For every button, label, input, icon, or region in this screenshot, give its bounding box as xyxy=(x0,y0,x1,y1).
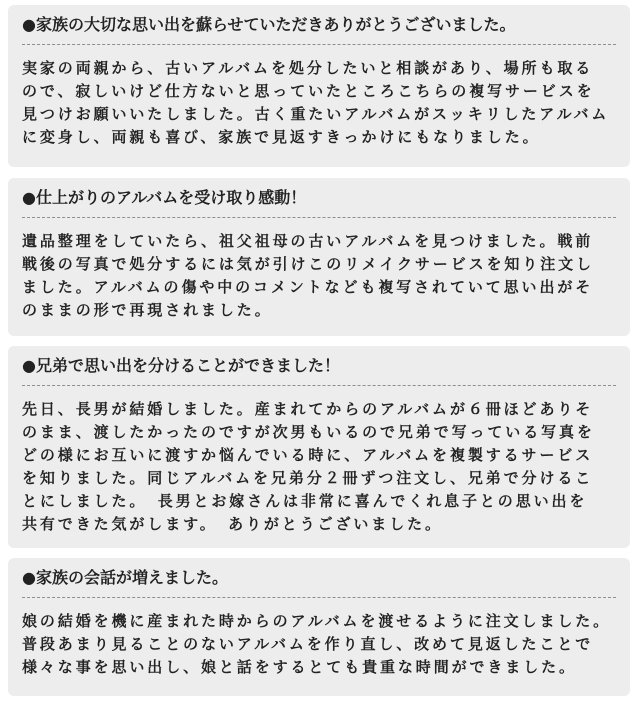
dashed-divider xyxy=(22,597,616,598)
testimonial-title: ●仕上がりのアルバムを受け取り感動！ xyxy=(22,188,307,207)
testimonial-line: のまま、渡したかったのですが次男もいるので兄弟で写っている写真を xyxy=(22,423,595,441)
testimonial-body xyxy=(22,398,618,536)
testimonial-title: ●家族の大切な思い出を蘇らせていただきありがとうございました。 xyxy=(22,15,516,34)
testimonial-line: 実家の両親から、古いアルバムを処分したいと相談があり、場所も取る xyxy=(22,59,594,77)
testimonial-line: どの様にお互いに渡すか悩んでいる時に、アルバムを複製するサービス xyxy=(22,446,594,464)
testimonial-body xyxy=(22,57,618,149)
testimonial-card xyxy=(8,5,630,167)
testimonial-line: ました。アルバムの傷や中のコメントなども複写されていて思い出がそ xyxy=(22,278,594,296)
testimonial-line: ので、寂しいけど仕方ないと思っていたところこちらの複写サービスを xyxy=(22,82,595,100)
testimonial-card xyxy=(8,346,630,548)
testimonial-card xyxy=(8,178,630,336)
testimonial-line: とにしました。 長男とお嫁さんは非常に喜んでくれ息子との思い出を xyxy=(22,492,588,510)
testimonial-line: 見つけお願いいたしました。古く重たいアルバムがスッキリしたアルバム xyxy=(22,105,610,123)
testimonial-line: を知りました。同じアルバムを兄弟分２冊ずつ注文し、兄弟で分けるこ xyxy=(22,469,594,487)
testimonial-card xyxy=(8,558,630,696)
dashed-divider xyxy=(22,385,616,386)
dashed-divider xyxy=(22,44,616,45)
testimonial-line: 様々な事を思い出し、娘と話をするとても貴重な時間ができました。 xyxy=(22,658,577,676)
dashed-divider xyxy=(22,217,616,218)
testimonial-line: に変身し、両親も喜び、家族で見返すきっかけにもなりました。 xyxy=(22,128,541,146)
testimonial-body xyxy=(22,610,618,679)
testimonial-line: 普段あまり見ることのないアルバムを作り直し、改めて見返したことで xyxy=(22,635,594,653)
testimonial-line: 先日、長男が結婚しました。産まれてからのアルバムが６冊ほどありそ xyxy=(22,400,594,418)
testimonial-line: 共有できた気がします。 ありがとうございました。 xyxy=(22,515,443,533)
testimonial-title: ●家族の会話が増えました。 xyxy=(22,568,228,587)
testimonial-line: のままの形で再現されました。 xyxy=(22,301,273,319)
testimonial-line: 遺品整理をしていたら、祖父祖母の古いアルバムを見つけました。戦前 xyxy=(22,232,594,250)
testimonial-title: ●兄弟で思い出を分けることができました！ xyxy=(22,356,340,375)
testimonial-line: 娘の結婚を機に産まれた時からのアルバムを渡せるように注文しました。 xyxy=(22,612,612,630)
testimonial-body xyxy=(22,230,618,322)
testimonial-line: 戦後の写真で処分するには気が引けこのリメイクサービスを知り注文し xyxy=(22,255,594,273)
